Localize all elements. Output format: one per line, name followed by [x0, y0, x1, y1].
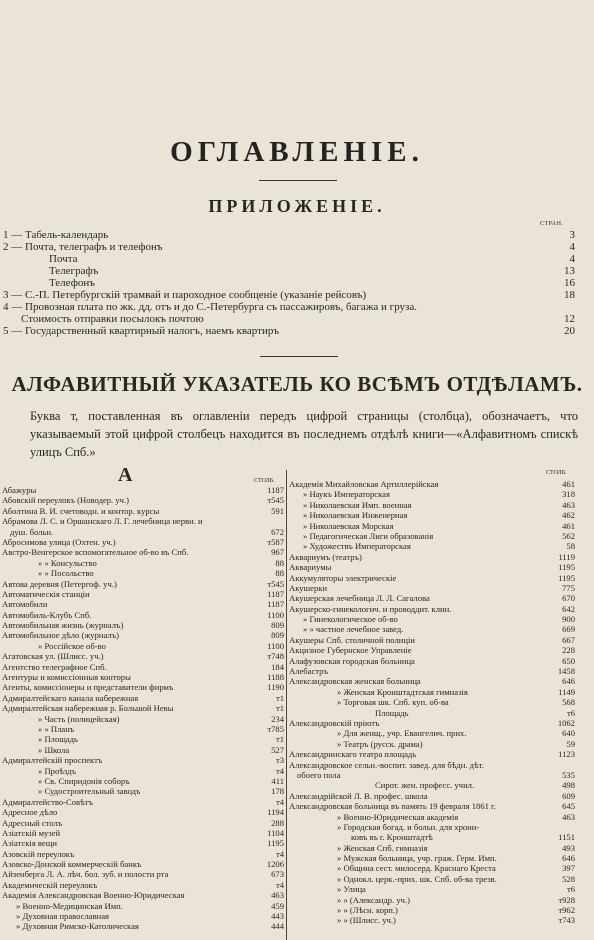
index-entry-text: Агатовская ул. (Шлисс. уч.) [2, 651, 104, 662]
index-entry [289, 645, 575, 655]
index-entry-text: » Николаевская Инженерная [303, 510, 408, 521]
appendix-title: ПРИЛОЖЕНІЕ. [208, 196, 386, 216]
index-entry [2, 880, 284, 890]
index-entry [289, 791, 575, 801]
index-entry [2, 537, 284, 547]
index-entry-text: обоего пола [297, 769, 341, 780]
index-entry [2, 786, 284, 796]
index-entry-text: Автомобили [2, 599, 48, 610]
index-entry [2, 797, 284, 807]
index-entry [289, 770, 575, 780]
index-entry-page: 609 [562, 790, 575, 801]
index-entry-page: 411 [271, 775, 284, 786]
index-entry-page: 1104 [267, 827, 284, 838]
index-entry-text: Адмиралтейскаго канала набережная [2, 692, 139, 703]
index-entry-page: 1149 [558, 686, 575, 697]
index-entry [2, 818, 284, 828]
index-entry-page: т3 [275, 755, 284, 766]
index-entry-text: Акушеры Спб. столичной полиціи [289, 634, 415, 645]
index-entry [2, 714, 284, 724]
index-entry [2, 547, 284, 557]
index-entry [2, 776, 284, 786]
index-entry [2, 485, 284, 495]
index-entry-page: т4 [275, 879, 284, 890]
toc-entry-text: Стоимость отправки посылокъ почтою [21, 313, 204, 325]
index-entry-page: 397 [562, 863, 575, 874]
index-entry-page: 1195 [267, 838, 284, 849]
index-entry-page: т545 [267, 495, 284, 506]
toc-entry-page: 13 [564, 265, 575, 277]
index-entry-text: Адмиралтейская набережная р. Большой Невы [2, 703, 174, 714]
index-entry [289, 573, 575, 583]
left-column-header: СТОЛБ. [254, 478, 275, 484]
index-entry-page: 463 [271, 890, 284, 901]
column-divider [286, 470, 287, 940]
index-right-column [289, 479, 575, 926]
index-entry-text: » Школа [38, 744, 70, 755]
index-entry [289, 531, 575, 541]
index-entry-text: » Проѣздъ [38, 765, 76, 776]
index-entry-page: 1190 [267, 682, 284, 693]
toc-entry [3, 277, 575, 289]
index-entry-page: 288 [271, 817, 284, 828]
index-entry [289, 801, 575, 811]
index-entry-text: Площадь [375, 707, 409, 718]
index-entry [2, 589, 284, 599]
toc-entry [3, 325, 575, 337]
index-entry-page: 527 [271, 744, 284, 755]
index-entry-page: 459 [271, 900, 284, 911]
toc-entry [3, 301, 575, 313]
index-entry-text: Абрамова Л. С. и Оршанскаго Л. Г. лечебница нервн. и [2, 516, 203, 527]
index-entry-page: 670 [562, 593, 575, 604]
index-entry-text: » Педагогическая Лиги образованія [303, 530, 434, 541]
index-entry [2, 807, 284, 817]
index-entry-page: 1151 [558, 832, 575, 843]
index-entry [2, 745, 284, 755]
index-entry-page: 1206 [266, 859, 284, 870]
index-entry-text: Айзенберга Л. А. лѣч. бол. зуб. и полости рта [2, 869, 169, 880]
index-entry [2, 849, 284, 859]
toc-entry-page: 16 [564, 277, 575, 289]
index-entry-page: 646 [562, 853, 575, 864]
index-entry-text: Академическій переулокъ [2, 879, 98, 890]
index-entry-text: » » (Шлисс. уч.) [337, 915, 396, 926]
toc-entry-text: Почта [49, 253, 78, 265]
index-entry-text: Автова деревня (Петергоф. уч.) [2, 578, 117, 589]
index-entry [289, 552, 575, 562]
section-rule [260, 356, 338, 357]
index-entry [289, 780, 575, 790]
index-entry [289, 697, 575, 707]
toc-entry-page: 3 [569, 229, 575, 241]
index-entry [289, 666, 575, 676]
index-entry-page: 1062 [557, 717, 575, 728]
index-entry-page: 318 [562, 489, 575, 500]
index-entry-page: 809 [271, 620, 284, 631]
index-entry-page: 645 [562, 801, 575, 812]
index-entry [289, 915, 575, 925]
toc-entry [3, 253, 575, 265]
index-entry-text: Азіатскій музей [2, 827, 61, 838]
toc-entry-text: Телефонъ [49, 277, 95, 289]
index-entry-page: 1187 [267, 588, 284, 599]
index-entry-text: » Николаевская Имп. военная [303, 499, 412, 510]
index-entry-page: 463 [562, 811, 575, 822]
toc-list [3, 229, 575, 337]
index-entry-page: 462 [562, 510, 575, 521]
index-entry [289, 624, 575, 634]
index-entry [2, 641, 284, 651]
index-entry-page: 646 [562, 676, 575, 687]
index-entry-text: Александровская женская больница [289, 676, 421, 687]
toc-entry [3, 289, 575, 301]
index-entry-page: 88 [275, 557, 284, 568]
index-entry-page: 568 [562, 697, 575, 708]
index-entry-page: 669 [562, 624, 575, 635]
index-entry [289, 489, 575, 499]
index-entry-page: 1100 [267, 640, 284, 651]
index-entry-text: » Театръ (русск. драма) [337, 738, 423, 749]
index-entry-page: т6 [566, 707, 575, 718]
index-entry-text: Автомобильная жизнь (журналъ) [2, 620, 124, 631]
index-entry-text: Аквариумы [289, 562, 332, 573]
index-entry [2, 599, 284, 609]
index-entry-page: 178 [271, 786, 284, 797]
index-entry [289, 812, 575, 822]
index-entry [289, 728, 575, 738]
index-entry-text: » Женская Кронштадтская гимназія [337, 686, 468, 697]
index-entry-text: Адресный столъ [2, 817, 63, 828]
toc-entry-text: 1 — Табель-календарь [3, 229, 109, 241]
index-entry-text: Австро-Венгерское вспомогательное об-во въ Спб. [2, 547, 189, 558]
index-entry-text: Азовскій переулокъ [2, 848, 75, 859]
index-entry-text: » Часть (полицейская) [38, 713, 120, 724]
index-entry-text: Акушерская лечебница Л. Л. Сагалова [289, 593, 430, 604]
index-entry-page: 673 [271, 869, 284, 880]
index-entry-text: » Однокл. церк.-прих. шк. Спб. об-ва трезв. [337, 873, 497, 884]
index-entry-page: т587 [267, 536, 284, 547]
toc-entry-text: 2 — Почта, телеграфъ и телефонъ [3, 241, 163, 253]
index-entry-page: 498 [562, 780, 575, 791]
index-entry [2, 838, 284, 848]
index-entry-text: » » (Лѣсн. корп.) [337, 905, 398, 916]
index-entry-text: » Площадь [38, 734, 78, 745]
index-entry-page: т6 [566, 884, 575, 895]
index-entry-page: 1187 [267, 485, 284, 495]
index-entry-text: Акцизное Губернское Управленіе [289, 645, 412, 656]
index-entry-text: Аболтина В. И. счетоводн. и контор. курсы [2, 505, 160, 516]
index-entry [289, 843, 575, 853]
index-entry [2, 766, 284, 776]
index-entry-text: » Для женщ., учр. Евангелич. прих. [337, 728, 467, 739]
index-entry [2, 579, 284, 589]
index-entry-page: т545 [267, 578, 284, 589]
index-entry [2, 724, 284, 734]
toc-entry-text: Телеграфъ [49, 265, 99, 277]
index-entry-text: Александровская больница въ память 19 февраля 1861 г. [289, 801, 496, 812]
index-entry-text: » Община сест. милосерд. Краснаго Креста [337, 863, 496, 874]
index-entry-page: 672 [271, 526, 284, 537]
index-entry-text: Абовскій переулокъ (Новодер. уч.) [2, 495, 129, 506]
index-note: Буква т, поставленная въ оглавленіи передъ цифрой страницы (столбца), обозначаетъ, что указываемый этой цифрой столбецъ находится въ последнемъ отдѣлѣ книги—«Алфавитномъ спискѣ улицъ Спб.» [30, 409, 578, 459]
index-entry [2, 869, 284, 879]
index-entry-page: 775 [562, 582, 575, 593]
index-entry-page: 591 [271, 505, 284, 516]
index-entry [2, 859, 284, 869]
toc-entry-page: 20 [564, 325, 575, 337]
index-entry-page: т4 [275, 796, 284, 807]
index-entry-text: Автомобиль-Клубъ Спб. [2, 609, 92, 620]
toc-entry [3, 313, 575, 325]
index-entry-page: 228 [562, 645, 575, 656]
index-entry-text: » » частное лечебное завед. [303, 624, 404, 635]
index-entry-page: 528 [562, 873, 575, 884]
index-entry-text: Александровское сельн.-воспит. завед. для бѣдн. дѣт. [289, 759, 484, 770]
index-entry-page: 1119 [558, 551, 575, 562]
index-entry-text: Академія Михайловская Артиллерійская [289, 479, 439, 489]
index-entry-text: Адресное дѣло [2, 807, 58, 818]
index-entry-page: 234 [271, 713, 284, 724]
index-entry-text: » » Посольство [38, 568, 94, 579]
index-entry [2, 620, 284, 630]
index-entry [289, 718, 575, 728]
index-entry [2, 495, 284, 505]
toc-entry-text: 5 — Государственный квартирный налогъ, наемъ квартиръ [3, 325, 280, 337]
index-entry-page: 184 [271, 661, 284, 672]
index-left-column [2, 485, 284, 932]
section-letter: А [118, 464, 133, 486]
index-entry-text: » Духовная Римско-Католическая [16, 921, 139, 932]
index-entry-page: 900 [562, 614, 575, 625]
index-entry [289, 687, 575, 697]
index-entry [289, 832, 575, 842]
index-entry-text: Аквариумъ (театръ) [289, 551, 362, 562]
index-entry-page: т743 [558, 915, 575, 926]
index-entry-text: » Николаевская Морская [303, 520, 394, 531]
index-entry [2, 911, 284, 921]
index-entry [289, 676, 575, 686]
index-entry-page: 1195 [558, 572, 575, 583]
index-entry [289, 562, 575, 572]
index-entry [289, 656, 575, 666]
index-entry-text: » » (Александр. уч.) [337, 894, 410, 905]
index-entry-text: душ. больн. [10, 526, 54, 537]
index-entry-text: » Женская Спб. гимназія [337, 842, 428, 853]
toc-entry-text: 4 — Провозная плата по жк. дд. отъ и до С.-Петербурга съ пассажировъ, багажа и груза. [3, 301, 418, 313]
toc-entry-page: 4 [569, 241, 575, 253]
index-entry-page: 444 [271, 921, 284, 932]
toc-entry [3, 265, 575, 277]
index-entry-text: Александровскій пріютъ [289, 717, 380, 728]
index-entry [2, 568, 284, 578]
index-entry-text: Адмиралтейскій проспектъ [2, 755, 103, 766]
index-entry-text: Автомобильное дѣло (журналъ) [2, 630, 119, 641]
index-entry [2, 662, 284, 672]
index-entry-page: 1194 [267, 807, 284, 818]
index-entry-page: 1458 [557, 666, 575, 677]
index-entry-page: 1100 [267, 609, 284, 620]
index-entry-page: 1187 [267, 599, 284, 610]
index-entry [289, 500, 575, 510]
index-entry-text: Агенты, комиссіонеры и представители фирмъ [2, 682, 174, 693]
index-entry-text: Сирот. жен. професс. учил. [375, 780, 475, 791]
index-entry-page: 640 [562, 728, 575, 739]
index-entry-page: 650 [562, 655, 575, 666]
index-entry [2, 651, 284, 661]
index-entry-page: 493 [562, 842, 575, 853]
index-entry [289, 760, 575, 770]
right-column-header: СТОЛБ. [546, 470, 567, 476]
index-entry-page: т4 [275, 765, 284, 776]
toc-page-header: СТРАН. [540, 221, 564, 227]
index-entry [2, 703, 284, 713]
toc-entry [3, 229, 575, 241]
index-entry [289, 739, 575, 749]
toc-entry-page: 18 [564, 289, 575, 301]
index-entry-page: 461 [562, 479, 575, 489]
index-entry-page: 1123 [558, 749, 575, 760]
index-entry-page: 1188 [267, 672, 284, 683]
index-entry [2, 516, 284, 526]
index-entry [289, 884, 575, 894]
index-entry-page: 463 [562, 499, 575, 510]
index-entry-page: 667 [562, 634, 575, 645]
index-entry [2, 527, 284, 537]
index-entry-page: 88 [275, 568, 284, 579]
index-title: АЛФАВИТНЫЙ УКАЗАТЕЛЬ КО ВСѢМЪ ОТДѢЛАМЪ. [11, 372, 583, 396]
index-entry [2, 921, 284, 931]
index-entry [289, 583, 575, 593]
index-entry-text: Александринскаго театра площадь [289, 749, 417, 760]
index-entry [2, 506, 284, 516]
index-entry [2, 672, 284, 682]
index-entry-text: » Духовная православная [16, 911, 110, 922]
index-entry-page: 461 [562, 520, 575, 531]
index-entry [289, 895, 575, 905]
index-entry-text: Агентство телеграфное Спб. [2, 661, 107, 672]
index-entry [289, 521, 575, 531]
index-entry-text: » Улица [337, 884, 366, 895]
index-entry-page: т928 [558, 894, 575, 905]
index-entry-text: » Торговая шк. Спб. куп. об-ва [337, 697, 449, 708]
index-entry-page: 1195 [558, 562, 575, 573]
index-entry-text: Александрійской Л. В. профес. школа [289, 790, 428, 801]
index-entry-text: Автоматическія станціи [2, 588, 90, 599]
index-entry-page: т1 [275, 734, 284, 745]
index-entry [2, 610, 284, 620]
index-entry [289, 749, 575, 759]
index-entry-page: 562 [562, 530, 575, 541]
index-entry-text: Аккумуляторы электрическіе [289, 572, 397, 583]
index-entry-text: Абросимова улица (Охтен. уч.) [2, 536, 116, 547]
index-entry-text: » Военно-Юридическая академія [337, 811, 459, 822]
index-entry-text: » Россійское об-во [38, 640, 106, 651]
index-entry [289, 593, 575, 603]
index-entry [2, 828, 284, 838]
index-entry [2, 901, 284, 911]
index-entry-page: 59 [566, 738, 575, 749]
index-entry-text: Адмиралтейство-Совѣтъ [2, 796, 93, 807]
title-rule [259, 180, 337, 181]
toc-entry-text: 3 — С.-П. Петербургскій трамвай и пароходное сообщеніе (указаніе рейсовъ) [3, 289, 367, 301]
index-entry [289, 853, 575, 863]
index-entry [289, 635, 575, 645]
index-entry-page: т1 [275, 703, 284, 714]
index-entry-page: т785 [267, 723, 284, 734]
index-entry-text: » Св. Спиридонія соборъ [38, 775, 130, 786]
index-entry-page: т4 [275, 848, 284, 859]
index-entry-page: 967 [271, 547, 284, 558]
bleed-through-text [380, 6, 560, 24]
toc-entry-page: 12 [564, 313, 575, 325]
index-entry-text: Алафузовская городская больница [289, 655, 415, 666]
index-entry [289, 822, 575, 832]
index-entry-text: Акушерско-гинекологич. и проводдит. клин. [289, 603, 452, 614]
index-entry-page: 809 [271, 630, 284, 641]
index-entry-page: 642 [562, 603, 575, 614]
index-entry-text: » » Планъ [38, 723, 75, 734]
index-entry-text: » Военно-Медицинская Имп. [16, 900, 123, 911]
index-entry-page: т962 [558, 905, 575, 916]
index-entry-page: т1 [275, 692, 284, 703]
toc-entry [3, 241, 575, 253]
index-entry [289, 863, 575, 873]
index-entry-text: Абажуры [2, 485, 37, 495]
index-entry-page: т748 [267, 651, 284, 662]
index-entry [289, 905, 575, 915]
index-entry [2, 630, 284, 640]
index-entry [2, 558, 284, 568]
index-entry-text: » Городская богад. и больн. для хрони- [337, 821, 480, 832]
index-entry-text: » Гинекологическое об-во [303, 614, 398, 625]
index-entry [2, 755, 284, 765]
index-entry [289, 510, 575, 520]
index-entry-text: » Художествъ Императорская [303, 541, 411, 552]
page-title: ОГЛАВЛЕНІЕ. [170, 136, 424, 168]
index-entry-text: » » Консульство [38, 557, 97, 568]
index-entry [2, 734, 284, 744]
index-entry [2, 890, 284, 900]
index-entry [289, 479, 575, 489]
index-entry [289, 541, 575, 551]
index-entry-text: Азовско-Донской коммерческій банкъ [2, 859, 142, 870]
index-entry [2, 693, 284, 703]
index-entry-text: Академія Александровская Военно-Юридическая [2, 890, 185, 901]
index-entry-text: ковъ въ г. Кронштадтѣ [351, 832, 433, 843]
index-entry [2, 682, 284, 692]
index-entry [289, 604, 575, 614]
index-entry [289, 874, 575, 884]
index-entry-text: Акушерки [289, 582, 328, 593]
index-entry-page: 58 [566, 541, 575, 552]
index-entry-text: Алебастръ [289, 666, 328, 677]
index-entry-page: 535 [562, 769, 575, 780]
toc-entry-page: 4 [569, 253, 575, 265]
index-entry-text: Азіатскія вещи [2, 838, 57, 849]
index-entry [289, 708, 575, 718]
index-entry-text: » Мужская больница, учр. граж. Герм. Имп. [337, 853, 497, 864]
index-entry-text: Агентуры и комиссіонныя конторы [2, 672, 131, 683]
index-entry [289, 614, 575, 624]
index-entry-text: » Наукъ Императорская [303, 489, 390, 500]
index-entry-page: 443 [271, 911, 284, 922]
index-entry-text: » Судостроительный заводъ [38, 786, 141, 797]
